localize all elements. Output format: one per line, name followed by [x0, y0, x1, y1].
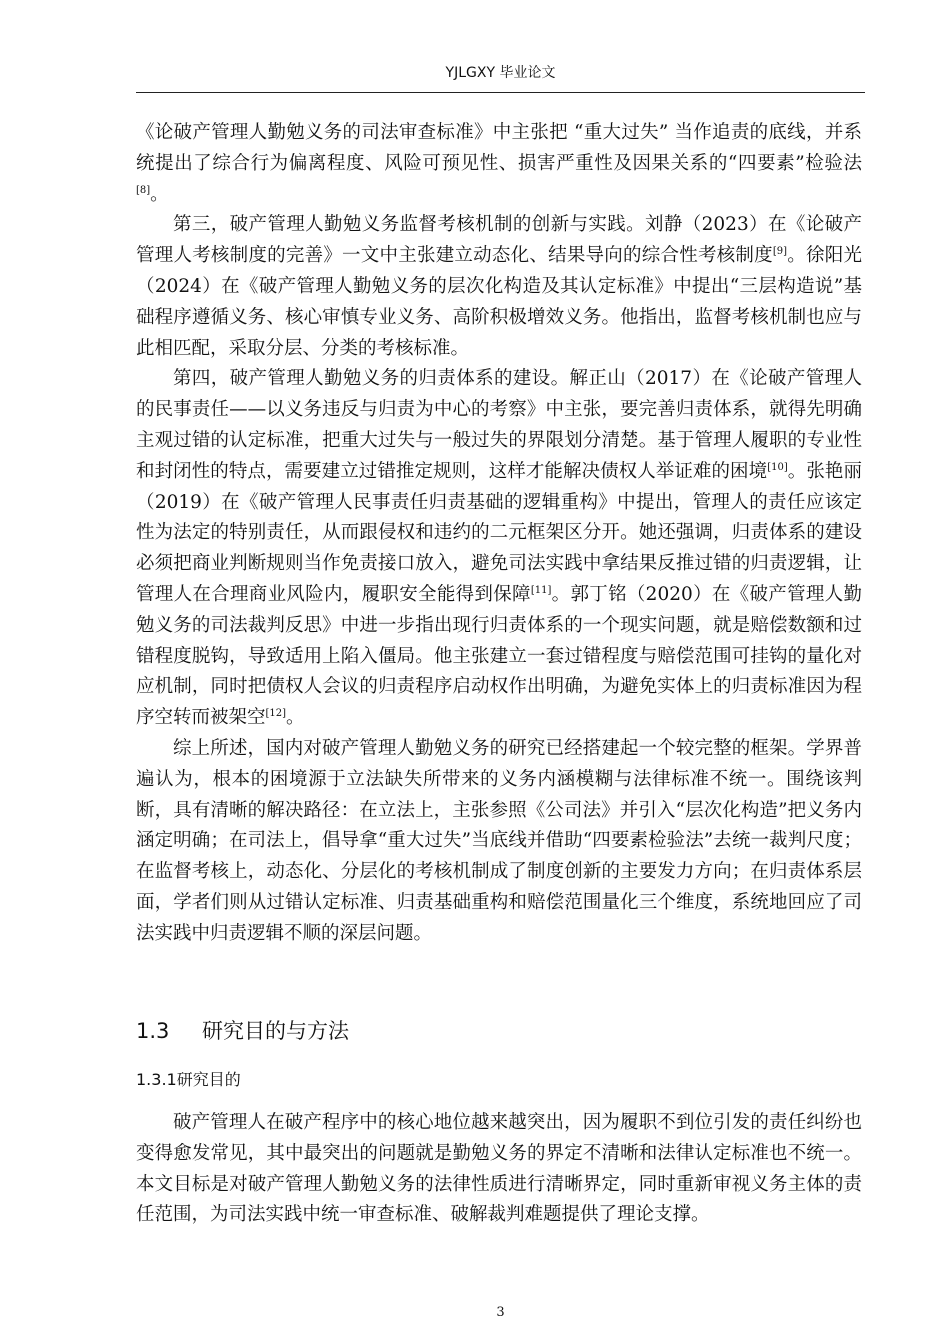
text-run: 。 [286, 707, 305, 729]
paragraph [136, 1108, 862, 1231]
paragraph [136, 210, 862, 364]
section-number: 1.3 [136, 1019, 170, 1043]
subsection-title: 研究目的 [176, 1070, 241, 1089]
subsection-heading [136, 1068, 241, 1092]
text-run: 。张艳丽（2019）在《破产管理人民事责任归责基础的逻辑重构》中提出，管理人的责任应该定性为法定的特别责任，从而跟侵权和违约的二元框架区分开。她还强调，归责体系的建设必须把商业判断规则当作免责接口放入，避免司法实践中拿结果反推过错的归责逻辑，让管理人在合理商业风险内，履职安全能得到保障 [136, 460, 862, 605]
page-header [136, 62, 865, 84]
citation-marker: [8] [136, 184, 151, 196]
body-text [136, 118, 862, 950]
paragraph [136, 364, 862, 734]
citation-marker: [10] [767, 461, 788, 473]
text-run: 第三，破产管理人勤勉义务监督考核机制的创新与实践。刘静（2023）在《论破产管理人考核制度的完善》一文中主张建立动态化、结果导向的综合性考核制度 [136, 214, 862, 267]
text-run: 。 [150, 183, 169, 205]
section-heading [136, 1015, 349, 1047]
header-title: YJLGXY 毕业论文 [445, 65, 556, 81]
citation-marker: [9] [772, 246, 788, 258]
citation-marker: [11] [530, 584, 552, 596]
section-title: 研究目的与方法 [202, 1019, 349, 1043]
body-text-2 [136, 1108, 862, 1231]
header-divider [136, 92, 865, 93]
paragraph [136, 734, 862, 950]
page-number: 3 [496, 1305, 505, 1320]
paragraph [136, 118, 862, 210]
citation-marker: [12] [265, 708, 287, 720]
text-run: 破产管理人在破产程序中的核心地位越来越突出，因为履职不到位引发的责任纠纷也变得愈发常见，其中最突出的问题就是勤勉义务的界定不清晰和法律认定标准也不统一。本文目标是对破产管理人勤勉义务的法律性质进行清晰界定，同时重新审视义务主体的责任范围，为司法实践中统一审查标准、破解裁判难题提供了理论支撑。 [136, 1112, 862, 1226]
text-run: 综上所述，国内对破产管理人勤勉义务的研究已经搭建起一个较完整的框架。学界普遍认为，根本的困境源于立法缺失所带来的义务内涵模糊与法律标准不统一。围绕该判断，具有清晰的解决路径：在立法上，主张参照《公司法》并引入“层次化构造”把义务内涵定明确；在司法上，倡导拿“重大过失”当底线并借助“四要素检验法”去统一裁判尺度；在监督考核上，动态化、分层化的考核机制成了制度创新的主要发力方向；在归责体系层面，学者们则从过错认定标准、归责基础重构和赔偿范围量化三个维度，系统地回应了司法实践中归责逻辑不顺的深层问题。 [136, 737, 862, 944]
text-run: 《论破产管理人勤勉义务的司法审查标准》中主张把 “重大过失” 当作追责的底线，并系统提出了综合行为偏离程度、风险可预见性、损害严重性及因果关系的“四要素”检验法 [136, 122, 862, 174]
text-run: 。徐阳光（2024）在《破产管理人勤勉义务的层次化构造及其认定标准》中提出“三层构造说”基础程序遵循义务、核心审慎专业义务、高阶积极增效义务。他指出，监督考核机制也应与此相匹配，采取分层、分类的考核标准。 [136, 245, 862, 359]
text-run: 第四，破产管理人勤勉义务的归责体系的建设。解正山（2017）在《论破产管理人的民事责任——以义务违反与归责为中心的考察》中主张，要完善归责体系，就得先明确主观过错的认定标准，把重大过失与一般过失的界限划分清楚。基于管理人履职的专业性和封闭性的特点，需要建立过错推定规则，这样才能解决债权人举证难的困境 [136, 368, 862, 482]
subsection-number: 1.3.1 [136, 1070, 177, 1089]
text-run: 。郭丁铭（2020）在《破产管理人勤勉义务的司法裁判反思》中进一步指出现行归责体系的一个现实问题，就是赔偿数额和过错程度脱钩，导致适用上陷入僵局。他主张建立一套过错程度与赔偿范围可挂钩的量化对应机制，同时把债权人会议的归责程序启动权作出明确，为避免实体上的归责标准因为程序空转而被架空 [136, 583, 862, 729]
